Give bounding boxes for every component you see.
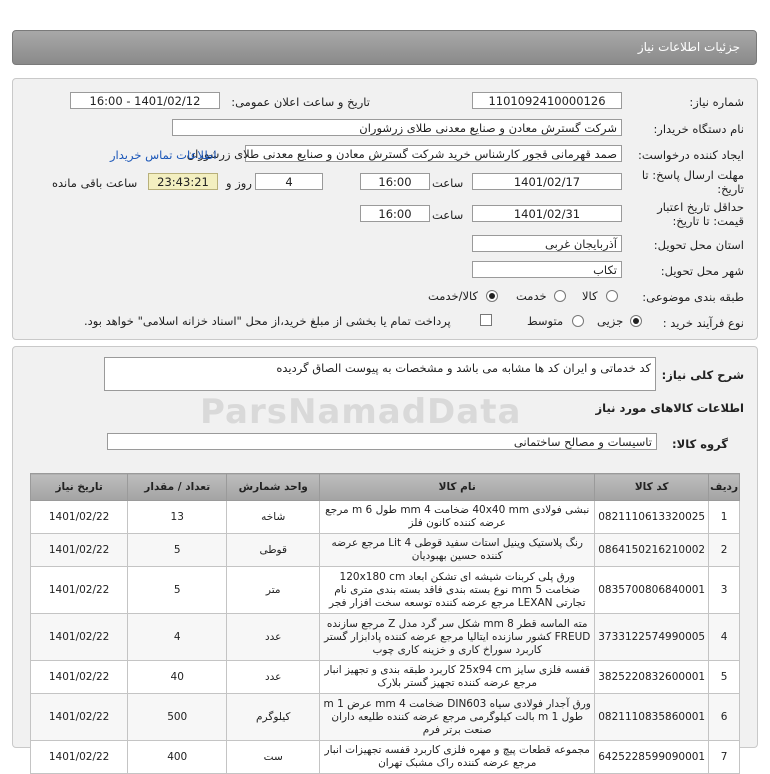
goods-group-label: گروه کالا: bbox=[672, 437, 728, 451]
item-quantity: 500 bbox=[128, 694, 227, 741]
row-number: 5 bbox=[709, 661, 740, 694]
category-service-label: خدمت bbox=[516, 289, 547, 303]
item-quantity: 13 bbox=[128, 501, 227, 534]
row-number: 1 bbox=[709, 501, 740, 534]
item-quantity: 5 bbox=[128, 534, 227, 567]
province-label: استان محل تحویل: bbox=[653, 238, 744, 252]
city-label: شهر محل تحویل: bbox=[660, 264, 744, 278]
item-quantity: 400 bbox=[128, 741, 227, 774]
goods-group-field: تاسیسات و مصالح ساختمانی bbox=[107, 433, 657, 450]
remaining-label: ساعت باقی مانده bbox=[52, 176, 138, 190]
item-quantity: 40 bbox=[128, 661, 227, 694]
table-row[interactable] bbox=[31, 567, 740, 614]
item-name: قفسه فلزی سایز 25x94 cm کاربرد طبقه بندی و تجهیز انبار مرجع عرضه کننده تجهیز گستر بلارک bbox=[320, 661, 595, 694]
days-field: 4 bbox=[255, 173, 323, 190]
row-number: 6 bbox=[709, 694, 740, 741]
item-name: ورق پلی کربنات شیشه ای تشکن ابعاد 120x180 cm ضخامت 5 mm نوع بسته بندی فاقد بسته بندی متری نام تجارتی LEXAN مرجع عرضه کننده توسعه سخت افزار فجر bbox=[320, 567, 595, 614]
item-name: رنگ پلاستیک وینیل استات سفید قوطی 4 Lit مرجع عرضه کننده حسین بهبودیان bbox=[320, 534, 595, 567]
countdown-timer: 23:43:21 bbox=[148, 173, 218, 190]
item-unit: شاخه bbox=[227, 501, 320, 534]
purchase-medium-label: متوسط bbox=[527, 314, 564, 328]
item-need-date: 1401/02/22 bbox=[31, 661, 128, 694]
goods-table bbox=[30, 473, 740, 774]
goods-info-title: اطلاعات کالاهای مورد نیاز bbox=[595, 401, 744, 415]
item-unit: متر bbox=[227, 567, 320, 614]
item-code: 3733122574990005 bbox=[595, 614, 709, 661]
purchase-type-label: نوع فرآیند خرید : bbox=[662, 316, 744, 330]
validity-time-label: ساعت bbox=[432, 208, 464, 222]
watermark: ParsNamadData bbox=[200, 392, 522, 432]
col-item-name: نام کالا bbox=[320, 474, 595, 501]
buyer-label: نام دستگاه خریدار: bbox=[653, 122, 744, 136]
table-row[interactable] bbox=[31, 661, 740, 694]
col-unit: واحد شمارش bbox=[227, 474, 320, 501]
category-label: طبقه بندی موضوعی: bbox=[642, 290, 744, 304]
validity-date-field: 1401/02/31 bbox=[472, 205, 622, 222]
creator-field: صمد قهرمانی قجور کارشناس خرید شرکت گسترش معادن و صنایع معدنی طلای زرشوران bbox=[245, 145, 622, 162]
item-code: 0821110835860001 bbox=[595, 694, 709, 741]
category-goods-service-label: کالا/خدمت bbox=[428, 289, 479, 303]
item-need-date: 1401/02/22 bbox=[31, 694, 128, 741]
announce-label: تاریخ و ساعت اعلان عمومی: bbox=[231, 95, 370, 109]
row-number: 2 bbox=[709, 534, 740, 567]
item-name: مجموعه قطعات پیچ و مهره فلزی کاربرد قفسه تجهیزات انبار مرجع عرضه کننده راک مشبک تهران bbox=[320, 741, 595, 774]
row-number: 7 bbox=[709, 741, 740, 774]
row-number: 3 bbox=[709, 567, 740, 614]
item-need-date: 1401/02/22 bbox=[31, 741, 128, 774]
item-quantity: 5 bbox=[128, 567, 227, 614]
item-code: 0835700806840001 bbox=[595, 567, 709, 614]
need-number-field: 1101092410000126 bbox=[472, 92, 622, 109]
buyer-field: شرکت گسترش معادن و صنایع معدنی طلای زرشوران bbox=[172, 119, 622, 136]
item-need-date: 1401/02/22 bbox=[31, 614, 128, 661]
item-need-date: 1401/02/22 bbox=[31, 534, 128, 567]
col-row-number: ردیف bbox=[709, 474, 740, 501]
table-row[interactable] bbox=[31, 501, 740, 534]
item-need-date: 1401/02/22 bbox=[31, 567, 128, 614]
summary-field: کد خدماتی و ایران کد ها مشابه می باشد و مشخصات به پیوست الصاق گردیده bbox=[104, 357, 656, 391]
table-row[interactable] bbox=[31, 534, 740, 567]
category-goods-service-radio[interactable] bbox=[486, 290, 498, 302]
province-field: آذربایجان غربی bbox=[472, 235, 622, 252]
col-item-code: کد کالا bbox=[595, 474, 709, 501]
validity-label: حداقل تاریخ اعتبار bbox=[657, 200, 744, 214]
purchase-partial-label: جزیی bbox=[597, 314, 624, 328]
deadline-label-date: تاریخ: bbox=[717, 182, 744, 196]
table-row[interactable] bbox=[31, 741, 740, 774]
need-number-label: شماره نیاز: bbox=[689, 95, 744, 109]
days-label: روز و bbox=[226, 176, 252, 190]
item-unit: کیلوگرم bbox=[227, 694, 320, 741]
purchase-medium-radio[interactable] bbox=[572, 315, 584, 327]
summary-label: شرح کلی نیاز: bbox=[661, 368, 744, 382]
table-row[interactable] bbox=[31, 694, 740, 741]
item-code: 0821110613320025 bbox=[595, 501, 709, 534]
deadline-time-field: 16:00 bbox=[360, 173, 430, 190]
announce-datetime-field: 1401/02/12 - 16:00 bbox=[70, 92, 220, 109]
table-row[interactable] bbox=[31, 614, 740, 661]
deadline-time-label: ساعت bbox=[432, 176, 464, 190]
col-need-date: تاریخ نیاز bbox=[31, 474, 128, 501]
item-unit: ست bbox=[227, 741, 320, 774]
city-field: تکاب bbox=[472, 261, 622, 278]
item-unit: عدد bbox=[227, 661, 320, 694]
treasury-payment-note: پرداخت تمام یا بخشی از مبلغ خرید،از محل "اسناد خزانه اسلامی" خواهد بود. bbox=[84, 314, 451, 328]
item-code: 3825220832600001 bbox=[595, 661, 709, 694]
deadline-date-field: 1401/02/17 bbox=[472, 173, 622, 190]
item-need-date: 1401/02/22 bbox=[31, 501, 128, 534]
item-unit: عدد bbox=[227, 614, 320, 661]
category-goods-label: کالا bbox=[582, 289, 598, 303]
deadline-label: مهلت ارسال پاسخ: تا bbox=[641, 168, 744, 182]
validity-label-date: قیمت: تا تاریخ: bbox=[672, 214, 744, 228]
creator-label: ایجاد کننده درخواست: bbox=[638, 148, 744, 162]
col-quantity: تعداد / مقدار bbox=[128, 474, 227, 501]
item-name: مته الماسه قطر 8 mm شکل سر گرد مدل Z مرجع سازنده FREUD کشور سازنده ایتالیا مرجع عرضه کننده پادابزار گستر کاربرد سوراخ کاری و خزینه کاری چوب bbox=[320, 614, 595, 661]
category-service-radio[interactable] bbox=[554, 290, 566, 302]
validity-time-field: 16:00 bbox=[360, 205, 430, 222]
item-quantity: 4 bbox=[128, 614, 227, 661]
item-name: ورق آجدار فولادی سیاه DIN603 ضخامت 4 mm عرض 1 m طول 1 m بالت کیلوگرمی مرجع عرضه کننده طلیعه داران صنعت برتر فرم bbox=[320, 694, 595, 741]
item-name: نبشی فولادی 40x40 mm ضخامت 4 mm طول 6 m مرجع عرضه کننده کانون فلز bbox=[320, 501, 595, 534]
item-code: 6425228599090001 bbox=[595, 741, 709, 774]
purchase-partial-radio[interactable] bbox=[630, 315, 642, 327]
row-number: 4 bbox=[709, 614, 740, 661]
item-code: 0864150216210002 bbox=[595, 534, 709, 567]
treasury-payment-checkbox[interactable] bbox=[480, 314, 492, 326]
category-goods-radio[interactable] bbox=[606, 290, 618, 302]
item-unit: قوطی bbox=[227, 534, 320, 567]
table-header-row bbox=[31, 474, 740, 501]
page-title: جزئیات اطلاعات نیاز bbox=[12, 30, 757, 65]
buyer-contact-link[interactable]: اطلاعات تماس خریدار bbox=[110, 148, 217, 162]
